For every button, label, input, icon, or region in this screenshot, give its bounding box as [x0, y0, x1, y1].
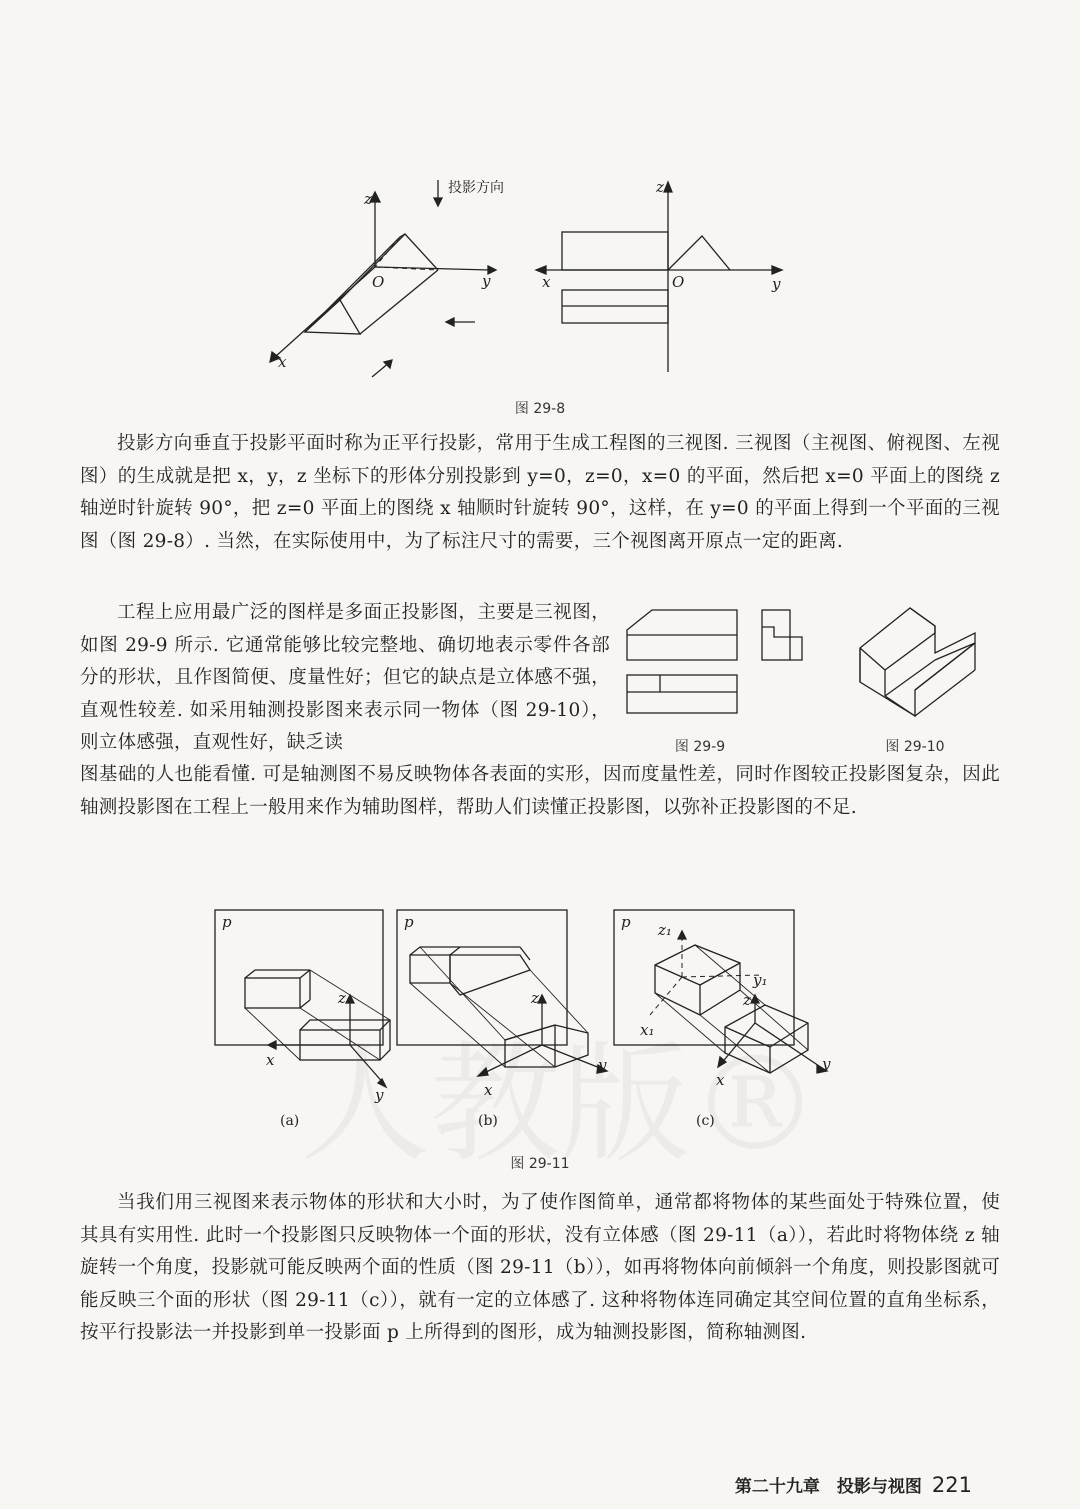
- fig-29-11-c-axis-x: x: [716, 1071, 725, 1089]
- paragraph-2-wrap-text: 工程上应用最广泛的图样是多面正投影图，主要是三视图，如图 29-9 所示. 它通常能够比较完整地、确切地表示零件各部分的形状，且作图简便、度量性好；但它的缺点是立体感不强，直观性较差. 如采用轴测投影图来表示同一物体（图 29-10），则立体感强，直观性好，缺乏读: [80, 602, 610, 753]
- paragraph-2-wrap: [80, 597, 610, 760]
- fig-29-11-b-axis-y: y: [598, 1056, 607, 1074]
- fig-29-11-b: [397, 910, 607, 1076]
- fig-29-9-caption: 图 29-9: [674, 739, 726, 755]
- paragraph-2-rest: [80, 759, 1000, 824]
- paragraph-3: [80, 1187, 1000, 1350]
- page-footer: [735, 1472, 972, 1497]
- fig-29-11-c-axis-z: z: [743, 991, 751, 1009]
- fig-29-11-c-sub: (c): [696, 1113, 715, 1129]
- fig-29-11-c: [614, 910, 827, 1073]
- fig-29-11-a-axis-z: z: [338, 989, 346, 1007]
- figure-29-11: [210, 905, 840, 1130]
- paragraph-2-rest-text: 图基础的人也能看懂. 可是轴测图不易反映物体各表面的实形，因而度量性差，同时作图较正投影图复杂，因此轴测投影图在工程上一般用来作为辅助图样，帮助人们读懂正投影图，以弥补正投影图的不足.: [80, 764, 1000, 818]
- fig-29-11-c-axis-y1: y₁: [753, 971, 768, 989]
- figure-29-10: [855, 598, 1005, 728]
- fig-29-11-c-axis-z1: z₁: [658, 921, 672, 939]
- paragraph-1: [80, 428, 1000, 558]
- fig-29-8-three-views: [536, 182, 782, 372]
- fig-29-8-axis-y-left: y: [482, 272, 491, 290]
- figure-29-9: [622, 605, 822, 725]
- fig-29-11-a-sub: (a): [280, 1113, 300, 1129]
- fig-29-8-origin-right: O: [672, 273, 685, 291]
- fig-29-11-c-axis-y: y: [822, 1055, 831, 1073]
- fig-29-8-direction-label: 投影方向: [448, 180, 504, 196]
- fig-29-11-b-axis-x: x: [484, 1081, 493, 1099]
- fig-29-8-axis-z-left: z: [364, 190, 372, 208]
- fig-29-11-b-axis-z: z: [531, 989, 539, 1007]
- fig-29-11-caption: 图 29-11: [510, 1156, 570, 1172]
- fig-29-11-c-axis-x1: x₁: [640, 1021, 655, 1039]
- figure-29-8: [260, 172, 820, 402]
- fig-29-8-axis-y-right: y: [772, 275, 781, 293]
- paragraph-3-text: 当我们用三视图来表示物体的形状和大小时，为了使作图简单，通常都将物体的某些面处于特殊位置，使其具有实用性. 此时一个投影图只反映物体一个面的形状，没有立体感（图 29-11（a）），若此时将物体绕 z 轴旋转一个角度，投影就可能反映两个面的性质（图 29-11（b）），如再将物体向前倾斜一个角度，则投影图就可能反映三个面的形状（图 29-11（c）），就有一定的立体感了. 这种将物体连同确定其空间位置的直角坐标系，按平行投影法一并投影到单一投影面 p 上所得到的图形，成为轴测投影图，简称轴测图.: [80, 1192, 1000, 1343]
- fig-29-11-a-axis-y: y: [375, 1086, 384, 1104]
- page-number: 221: [931, 1473, 972, 1497]
- fig-29-8-axis-z-right: z: [656, 178, 664, 196]
- fig-29-10-caption: 图 29-10: [885, 739, 945, 755]
- fig-29-8-caption: 图 29-8: [514, 401, 566, 417]
- fig-29-11-a: [215, 910, 390, 1087]
- fig-29-8-origin-left: O: [372, 273, 385, 291]
- fig-29-11-a-plane-label: p: [222, 913, 232, 931]
- fig-29-11-b-sub: (b): [478, 1113, 498, 1129]
- fig-29-11-a-axis-x: x: [266, 1051, 275, 1069]
- fig-29-8-axis-x-left: x: [278, 353, 287, 371]
- fig-29-8-axis-x-right: x: [542, 273, 551, 291]
- fig-29-11-c-plane-label: p: [621, 913, 631, 931]
- paragraph-1-text: 投影方向垂直于投影平面时称为正平行投影，常用于生成工程图的三视图. 三视图（主视图、俯视图、左视图）的生成就是把 x，y，z 坐标下的形体分别投影到 y=0，z=0，x=0 的平面，然后把 x=0 平面上的图绕 z 轴逆时针旋转 90°，把 z=0 平面上的图绕 x 轴顺时针旋转 90°，这样，在 y=0 的平面上得到一个平面的三视图（图 29-8）. 当然，在实际使用中，为了标注尺寸的需要，三个视图离开原点一定的距离.: [80, 433, 1000, 552]
- fig-29-11-b-plane-label: p: [404, 913, 414, 931]
- chapter-title: 第二十九章 投影与视图: [734, 1477, 922, 1497]
